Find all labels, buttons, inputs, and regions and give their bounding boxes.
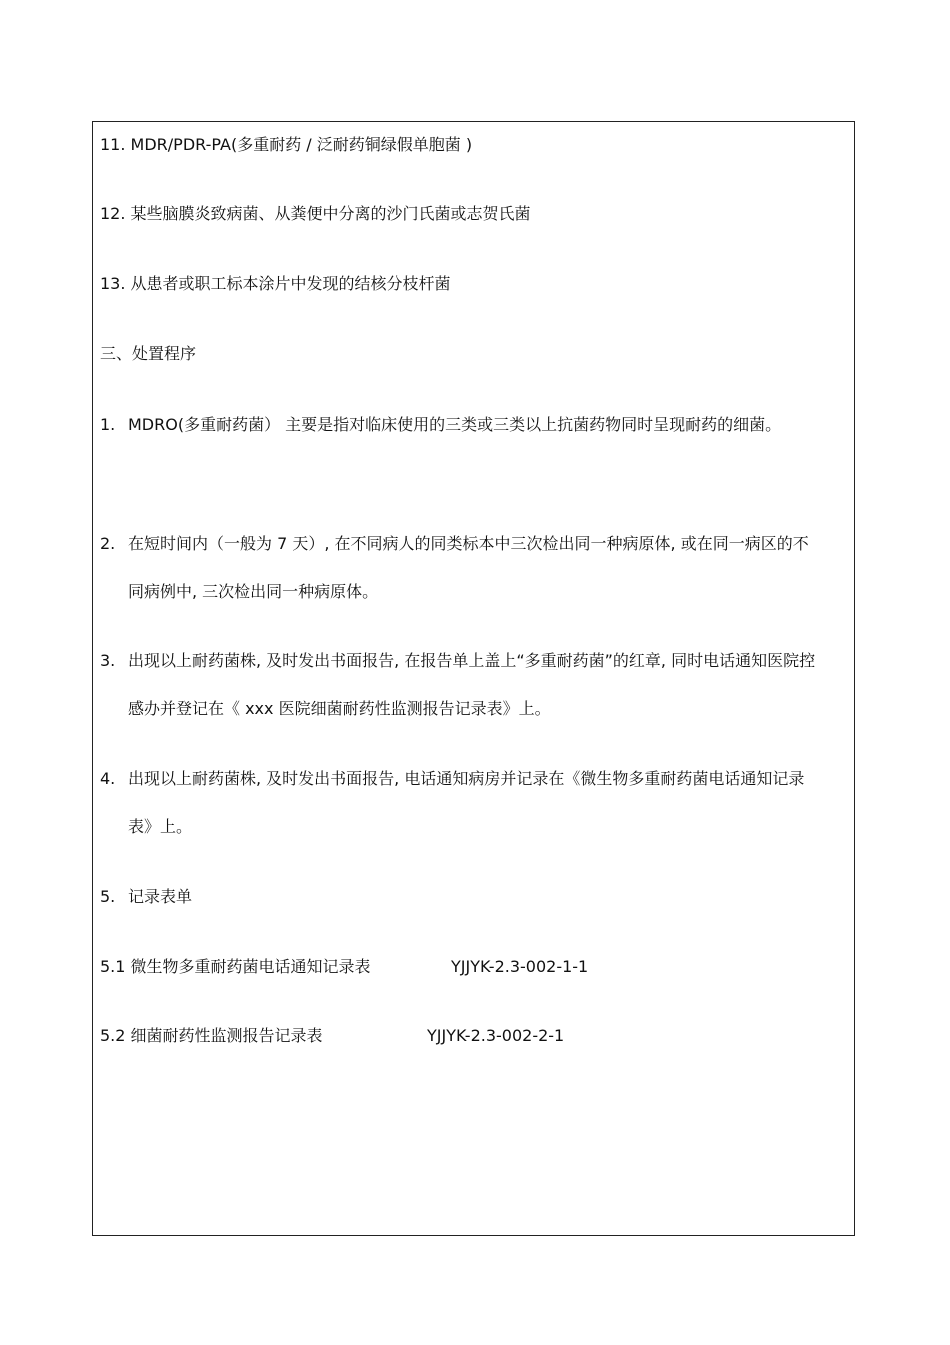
item-number: 5. xyxy=(100,887,116,906)
list-item-12: 12. 某些脑膜炎致病菌、从粪便中分离的沙门氏菌或志贺氏菌 xyxy=(100,204,531,223)
list-item-11: 11. MDR/PDR-PA(多重耐药 / 泛耐药铜绿假单胞菌 ) xyxy=(100,135,473,154)
item-number: 4. xyxy=(100,769,116,788)
list-item-13: 13. 从患者或职工标本涂片中发现的结核分枝杆菌 xyxy=(100,274,451,293)
item-text: 在短时间内（一般为 7 天）, 在不同病人的同类标本中三次检出同一种病原体, 或在同一病区的不同病例中, 三次检出同一种病原体。 xyxy=(128,534,809,601)
item-number: 1. xyxy=(100,415,116,434)
item-number: 3. xyxy=(100,651,116,670)
item-text: 出现以上耐药菌株, 及时发出书面报告, 在报告单上盖上“多重耐药菌”的红章, 同时电话通知医院控感办并登记在《 xxx 医院细菌耐药性监测报告记录表》上。 xyxy=(128,651,816,718)
item-text: 记录表单 xyxy=(128,887,193,906)
item-text: MDRO(多重耐药菌） 主要是指对临床使用的三类或三类以上抗菌药物同时呈现耐药的细菌。 xyxy=(128,415,782,434)
form-label-5-1: 5.1 微生物多重耐药菌电话通知记录表 xyxy=(100,957,371,976)
form-label-5-2: 5.2 细菌耐药性监测报告记录表 xyxy=(100,1026,323,1045)
item-number: 2. xyxy=(100,534,116,553)
section-heading: 三、处置程序 xyxy=(100,344,197,363)
form-code-5-1: YJJYK-2.3-002-1-1 xyxy=(451,957,589,976)
form-code-5-2: YJJYK-2.3-002-2-1 xyxy=(427,1026,565,1045)
item-text: 出现以上耐药菌株, 及时发出书面报告, 电话通知病房并记录在《微生物多重耐药菌电话通知记录表》上。 xyxy=(128,769,805,836)
